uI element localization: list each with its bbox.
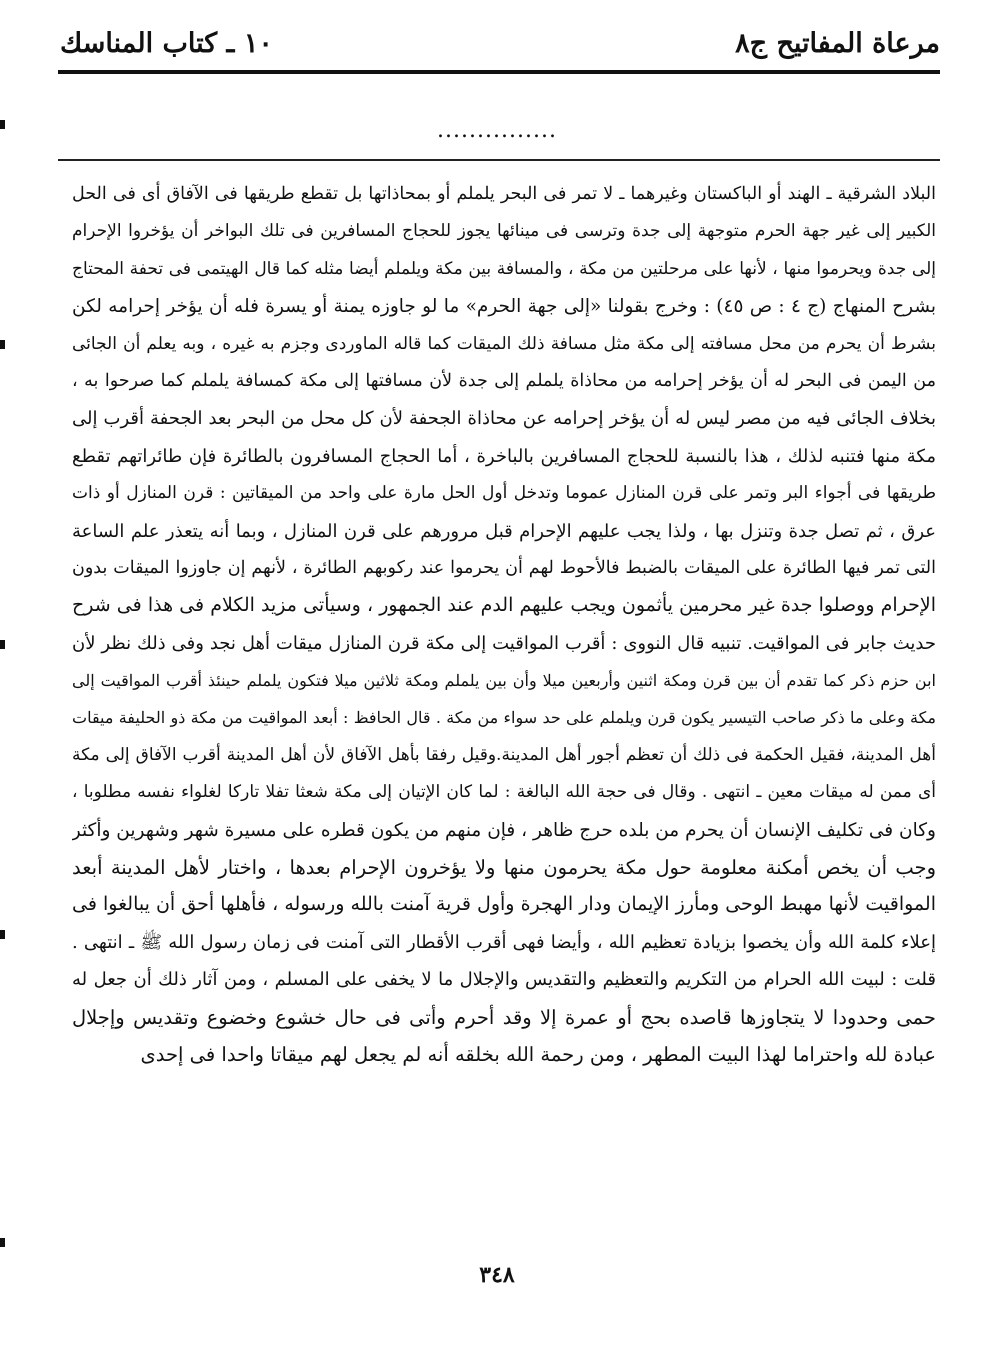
text-line: الإحرام ووصلوا جدة غير محرمين يأثمون ويجب عليهم الدم عند الجمهور ، وسيأتى مزيد الكلام فى هذا فى شرح bbox=[72, 594, 936, 617]
text-line: مكة منها فتنبه لذلك ، هذا بالنسبة للحجاج المسافرين بالباخرة ، أما الحجاج المسافرون بالطائرة فإن طائراتهم تقطع bbox=[72, 445, 936, 467]
page-number: ٣٤٨ bbox=[479, 1262, 515, 1288]
text-line: إلى جدة ويحرموا منها ، لأنها على مرحلتين من مكة ، والمسافة بين مكة ويلملم أيضا مثله كما قال الهيتمى فى تحفة المحتاج bbox=[72, 258, 936, 279]
text-line: عرق ، ثم تصل جدة وتنزل بها ، ولذا يجب عليهم الإحرام قبل مرورهم على قرن المنازل ، وبما أنه يتعذر علم الساعة bbox=[72, 520, 936, 542]
body-text bbox=[72, 176, 936, 1073]
text-line: طريقها فى أجواء البر وتمر على قرن المنازل عموما وتدخل أول الحل مارة على واحد من الميقاتين : قرن المنازل أو ذات bbox=[72, 483, 936, 504]
text-line: بشرح المنهاج (ج ٤ : ص ٤٥) : وخرج بقولنا «إلى جهة الحرم» ما لو جاوزه يمنة أو يسرة فله أن يؤخر إحرامه لكن bbox=[72, 296, 936, 318]
text-line: حمى وحدودا لا يتجاوزها قاصده بحج أو عمرة إلا وقد أحرم وأتى فى حال خشوع وخضوع وتقديس وإجلال bbox=[72, 1005, 936, 1029]
text-line: وجب أن يخص أمكنة معلومة حول مكة يحرمون منها ولا يؤخرون الإحرام بعدها ، واختار لأهل المدينة أبعد bbox=[72, 856, 936, 880]
text-line: قلت : لبيت الله الحرام من التكريم والتعظيم والتقديس والإجلال ما لا يخفى على المسلم ، ومن آثار ذلك أن جعل له bbox=[72, 969, 936, 991]
scan-margin-mark bbox=[0, 120, 5, 129]
text-line: بخلاف الجائى فيه من مصر ليس له أن يؤخر إحرامه عن محاذاة الجحفة لأن كل محل من البحر بعد الجحفة أقرب إلى bbox=[72, 408, 936, 430]
text-line: من اليمن فى البحر له أن يؤخر إحرامه من محاذاة يلملم إلى جدة لأن مسافتها إلى مكة كمسافة يلملم كما صرحوا به ، bbox=[72, 370, 936, 391]
scan-margin-mark bbox=[0, 930, 5, 939]
text-line: التى تمر فيها الطائرة على الميقات بالضبط فالأحوط لهم أن يحرموا عند ركوبهم الطائرة ، لأنهم إن جاوزوا الميقات بدون bbox=[72, 557, 936, 578]
scan-margin-mark bbox=[0, 1238, 5, 1247]
text-line: إعلاء كلمة الله وأن يخصوا بزيادة تعظيم الله ، وأيضا فهى أقرب الأقطار التى آمنت فى زمان رسول الله ﷺ ـ انتهى . bbox=[72, 931, 936, 953]
scan-margin-mark bbox=[0, 340, 5, 349]
text-line: حديث جابر فى المواقيت. تنبيه قال النووى : أقرب المواقيت إلى مكة قرن المنازل ميقات أهل نجد وفى ذلك نظر لأن bbox=[72, 632, 936, 654]
text-line: بشرط أن يحرم من محل مسافته إلى مكة مثل مسافة ذلك الميقات كما قاله الماوردى وجزم به غيره ، وبه يعلم أن الجائى bbox=[72, 333, 936, 354]
text-line: ابن حزم ذكر كما تقدم أن بين قرن ومكة اثنين وأربعين ميلا وأن بين يلملم ومكة ثلاثين ميلا فتكون يلملم حينئذ أقرب المواقيت إلى bbox=[72, 671, 936, 691]
text-line: البلاد الشرقية ـ الهند أو الباكستان وغيرهما ـ لا تمر فى البحر يلملم أو بمحاذاتها بل تقطع طريقها فى الآفاق أى فى الحل bbox=[72, 184, 936, 204]
text-line: وكان فى تكليف الإنسان أن يحرم من بلده حرج ظاهر ، فإن منهم من يكون قطره على مسيرة شهر وشهرين وأكثر bbox=[72, 819, 936, 841]
running-header bbox=[60, 18, 940, 68]
text-line: المواقيت لأنها مهبط الوحى ومأرز الإيمان ودار الهجرة وأول قرية آمنت بالله ورسوله ، فأهلها أحق أن يبالغوا فى bbox=[72, 893, 936, 916]
text-line: مكة وعلى ما ذكر صاحب التيسير يكون قرن ويلملم على حد سواء من مكة . قال الحافظ : أبعد المواقيت من مكة ذو الحليفة ميقات bbox=[72, 708, 936, 728]
text-line: أى ممن له ميقات معين ـ انتهى . وقال فى حجة الله البالغة : لما كان الإتيان إلى مكة شعثا تفلا تاركا لغلواء نفسه مطلوبا ، bbox=[72, 782, 936, 803]
text-line: الكبير إلى غير جهة الحرم متوجهة إلى جدة وترسى فى مينائها يجوز للحجاج المسافرين فى تلك البواخر أن يؤخروا الإحرام bbox=[72, 221, 936, 242]
header-chapter-title: ١٠ ـ كتاب المناسك bbox=[60, 27, 273, 59]
scan-margin-mark bbox=[0, 640, 5, 649]
header-rule bbox=[58, 70, 940, 74]
section-ornament: ............... bbox=[437, 118, 557, 143]
section-divider bbox=[58, 159, 940, 161]
text-line: أهل المدينة، فقيل الحكمة فى ذلك أن تعظم أجور أهل المدينة.وقيل رفقا بأهل الآفاق لأن أهل المدينة أقرب الآفاق إلى مكة bbox=[72, 744, 936, 765]
header-book-title: مرعاة المفاتيح ج٨ bbox=[735, 27, 940, 59]
text-line: عبادة لله واحتراما لهذا البيت المطهر ، ومن رحمة الله بخلقه أنه لم يجعل لهم ميقاتا واحدا فى إحدى bbox=[140, 1042, 936, 1066]
